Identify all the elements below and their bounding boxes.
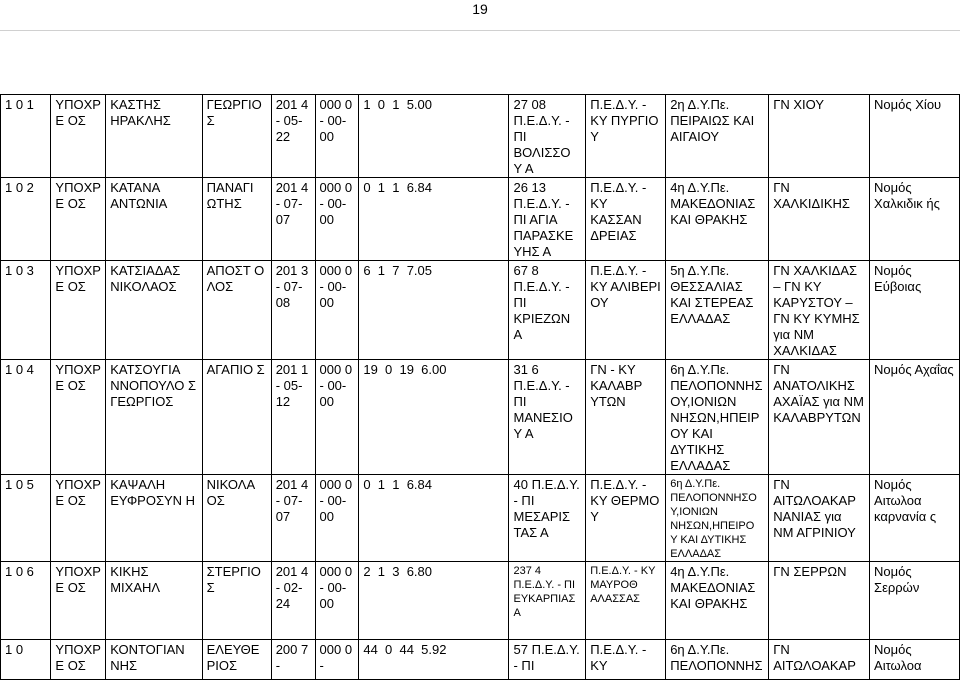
code-value: 000 0- 00- 00 [315,261,359,360]
school-name [509,261,586,360]
protocol-number: 57 [513,642,528,657]
row-number: 1 0 3 [1,261,51,360]
table-row [1,562,960,640]
school-name [509,475,586,562]
school-name [509,95,586,178]
date-value: 201 3- 07- 08 [271,261,315,360]
school-name [509,178,586,261]
row-number: 1 0 4 [1,360,51,475]
score-values: 19 0 19 6.00 [359,360,509,475]
table-row [1,95,960,178]
protocol-number: 40 [513,477,528,492]
date-value: 201 4- 02- 24 [271,562,315,640]
prefecture: Νομός Χίου [870,95,960,178]
full-name: ΚΙΚΗΣ ΜΙΧΑΗΛ [106,562,202,640]
row-number: 1 0 1 [1,95,51,178]
hospital: ΓΝ ΑΙΤΩΛΟΑΚΑΡ ΝΑΝΙΑΣ για ΝΜ ΑΓΡΙΝΙΟΥ [769,475,870,562]
score-values: 1 0 1 5.00 [359,95,509,178]
school-label: Π.Ε.Δ.Υ. - ΠΙ ΒΟΛΙΣΣΟ Υ Α [513,113,571,176]
protocol-number: 27 08 [513,97,547,112]
protocol-number: 67 8 [513,263,539,278]
table-row [1,178,960,261]
code-value: 000 0- 00- 00 [315,360,359,475]
protocol-number: 31 6 [513,362,539,377]
score-values: 2 1 3 6.80 [359,562,509,640]
category: ΥΠΟΧΡΕ ΟΣ [51,562,106,640]
prefecture: Νομός Αιτωλοα [870,640,960,680]
school-name [509,640,586,680]
code-value: 000 0- 00- 00 [315,475,359,562]
health-center: ΓΝ - ΚΥ ΚΑΛΑΒΡ ΥΤΩΝ [586,360,666,475]
hospital: ΓΝ ΧΙΟΥ [769,95,870,178]
category: ΥΠΟΧΡΕ ΟΣ [51,178,106,261]
school-label: Π.Ε.Δ.Υ. - ΠΙ ΚΡΙΕΖΩΝ Α [513,279,571,342]
category: ΥΠΟΧΡΕ ΟΣ [51,261,106,360]
date-value: 201 4- 05- 22 [271,95,315,178]
full-name: ΚΑΤΣΟΥΓΙΑ ΝΝΟΠΟΥΛΟ Σ ΓΕΩΡΓΙΟΣ [106,360,202,475]
hospital: ΓΝ ΧΑΛΚΙΔΑΣ – ΓΝ ΚΥ ΚΑΡΥΣΤΟΥ – ΓΝ ΚΥ ΚΥΜΗΣ για ΝΜ ΧΑΛΚΙΔΑΣ [769,261,870,360]
full-name: ΚΟΝΤΟΓΙΑΝ ΝΗΣ [106,640,202,680]
date-value: 200 7- [271,640,315,680]
category: ΥΠΟΧΡΕ ΟΣ [51,475,106,562]
score-values: 44 0 44 5.92 [359,640,509,680]
code-value: 000 0- 00- 00 [315,178,359,261]
school-name [509,360,586,475]
date-value: 201 1- 05- 12 [271,360,315,475]
father-name: ΕΛΕΥΘΕ ΡΙΟΣ [202,640,271,680]
prefecture: Νομός Χαλκιδικ ής [870,178,960,261]
row-number: 1 0 [1,640,51,680]
prefecture: Νομός Αιτωλοα καρνανία ς [870,475,960,562]
health-center: Π.Ε.Δ.Υ. - ΚΥ ΜΑΥΡΟΘ ΑΛΑΣΣΑΣ [586,562,666,640]
father-name: ΣΤΕΡΓΙΟ Σ [202,562,271,640]
category: ΥΠΟΧΡΕ ΟΣ [51,640,106,680]
table-row [1,261,960,360]
full-name: ΚΑΨΑΛΗ ΕΥΦΡΟΣΥΝ Η [106,475,202,562]
father-name: ΑΓΑΠΙΟ Σ [202,360,271,475]
table-row [1,475,960,562]
health-region: 6η Δ.Υ.Πε. ΠΕΛΟΠΟΝΝΗΣ [666,640,769,680]
school-label: Π.Ε.Δ.Υ. - ΠΙ ΕΥΚΑΡΠΙΑΣ Α [513,579,576,619]
code-value: 000 0- 00- 00 [315,95,359,178]
row-number: 1 0 2 [1,178,51,261]
health-center: Π.Ε.Δ.Υ. - ΚΥ ΠΥΡΓΙΟ Υ [586,95,666,178]
code-value: 000 0- [315,640,359,680]
score-values: 6 1 7 7.05 [359,261,509,360]
school-label: Π.Ε.Δ.Υ. - ΠΙ ΑΓΙΑ ΠΑΡΑΣΚΕ ΥΗΣ Α [513,196,574,259]
date-value: 201 4- 07- 07 [271,475,315,562]
school-label: Π.Ε.Δ.Υ. - ΠΙ ΜΕΣΑΡΙΣ ΤΑΣ Α [513,477,580,540]
code-value: 000 0- 00- 00 [315,562,359,640]
score-values: 0 1 1 6.84 [359,178,509,261]
health-region: 2η Δ.Υ.Πε. ΠΕΙΡΑΙΩΣ ΚΑΙ ΑΙΓΑΙΟΥ [666,95,769,178]
table-row [1,360,960,475]
father-name: ΑΠΟΣΤ ΟΛΟΣ [202,261,271,360]
page-header-divider [0,30,960,31]
school-label: Π.Ε.Δ.Υ. - ΠΙ [513,642,580,673]
school-name [509,562,586,640]
prefecture: Νομός Εύβοιας [870,261,960,360]
prefecture: Νομός Αχαΐας [870,360,960,475]
health-region: 6η Δ.Υ.Πε. ΠΕΛΟΠΟΝΝΗΣ ΟΥ,ΙΟΝΙΩΝ ΝΗΣΩΝ,ΗΠΕΙΡ ΟΥ ΚΑΙ ΔΥΤΙΚΗΣ ΕΛΛΑΔΑΣ [666,360,769,475]
protocol-number: 26 13 [513,180,547,195]
candidates-table [0,94,960,680]
category: ΥΠΟΧΡΕ ΟΣ [51,95,106,178]
health-center: Π.Ε.Δ.Υ. - ΚΥ [586,640,666,680]
health-region: 4η Δ.Υ.Πε. ΜΑΚΕΔΟΝΙΑΣ ΚΑΙ ΘΡΑΚΗΣ [666,562,769,640]
row-number: 1 0 6 [1,562,51,640]
health-region: 6η Δ.Υ.Πε. ΠΕΛΟΠΟΝΝΗΣΟ Υ,ΙΟΝΙΩΝ ΝΗΣΩΝ,ΗΠΕΙΡΟ Υ ΚΑΙ ΔΥΤΙΚΗΣ ΕΛΛΑΔΑΣ [666,475,769,562]
health-region: 5η Δ.Υ.Πε. ΘΕΣΣΑΛΙΑΣ ΚΑΙ ΣΤΕΡΕΑΣ ΕΛΛΑΔΑΣ [666,261,769,360]
date-value: 201 4- 07- 07 [271,178,315,261]
father-name: ΓΕΩΡΓΙΟ Σ [202,95,271,178]
full-name: ΚΑΣΤΗΣ ΗΡΑΚΛΗΣ [106,95,202,178]
protocol-number: 237 4 [513,565,542,577]
table-row [1,640,960,680]
full-name: ΚΑΤΑΝΑ ΑΝΤΩΝΙΑ [106,178,202,261]
full-name: ΚΑΤΣΙΑΔΑΣ ΝΙΚΟΛΑΟΣ [106,261,202,360]
row-number: 1 0 5 [1,475,51,562]
page-number: 19 [472,1,488,17]
category: ΥΠΟΧΡΕ ΟΣ [51,360,106,475]
health-center: Π.Ε.Δ.Υ. - ΚΥ ΑΛΙΒΕΡΙ ΟΥ [586,261,666,360]
hospital: ΓΝ ΧΑΛΚΙΔΙΚΗΣ [769,178,870,261]
hospital: ΓΝ ΣΕΡΡΩΝ [769,562,870,640]
father-name: ΝΙΚΟΛΑ ΟΣ [202,475,271,562]
hospital: ΓΝ ΑΝΑΤΟΛΙΚΗΣ ΑΧΑΪΑΣ για ΝΜ ΚΑΛΑΒΡΥΤΩΝ [769,360,870,475]
health-center: Π.Ε.Δ.Υ. - ΚΥ ΘΕΡΜΟ Υ [586,475,666,562]
health-region: 4η Δ.Υ.Πε. ΜΑΚΕΔΟΝΙΑΣ ΚΑΙ ΘΡΑΚΗΣ [666,178,769,261]
prefecture: Νομός Σερρών [870,562,960,640]
father-name: ΠΑΝΑΓΙ ΩΤΗΣ [202,178,271,261]
score-values: 0 1 1 6.84 [359,475,509,562]
school-label: Π.Ε.Δ.Υ. - ΠΙ ΜΑΝΕΣΙΟ Υ Α [513,378,573,441]
hospital: ΓΝ ΑΙΤΩΛΟΑΚΑΡ [769,640,870,680]
health-center: Π.Ε.Δ.Υ. - ΚΥ ΚΑΣΣΑΝ ΔΡΕΙΑΣ [586,178,666,261]
